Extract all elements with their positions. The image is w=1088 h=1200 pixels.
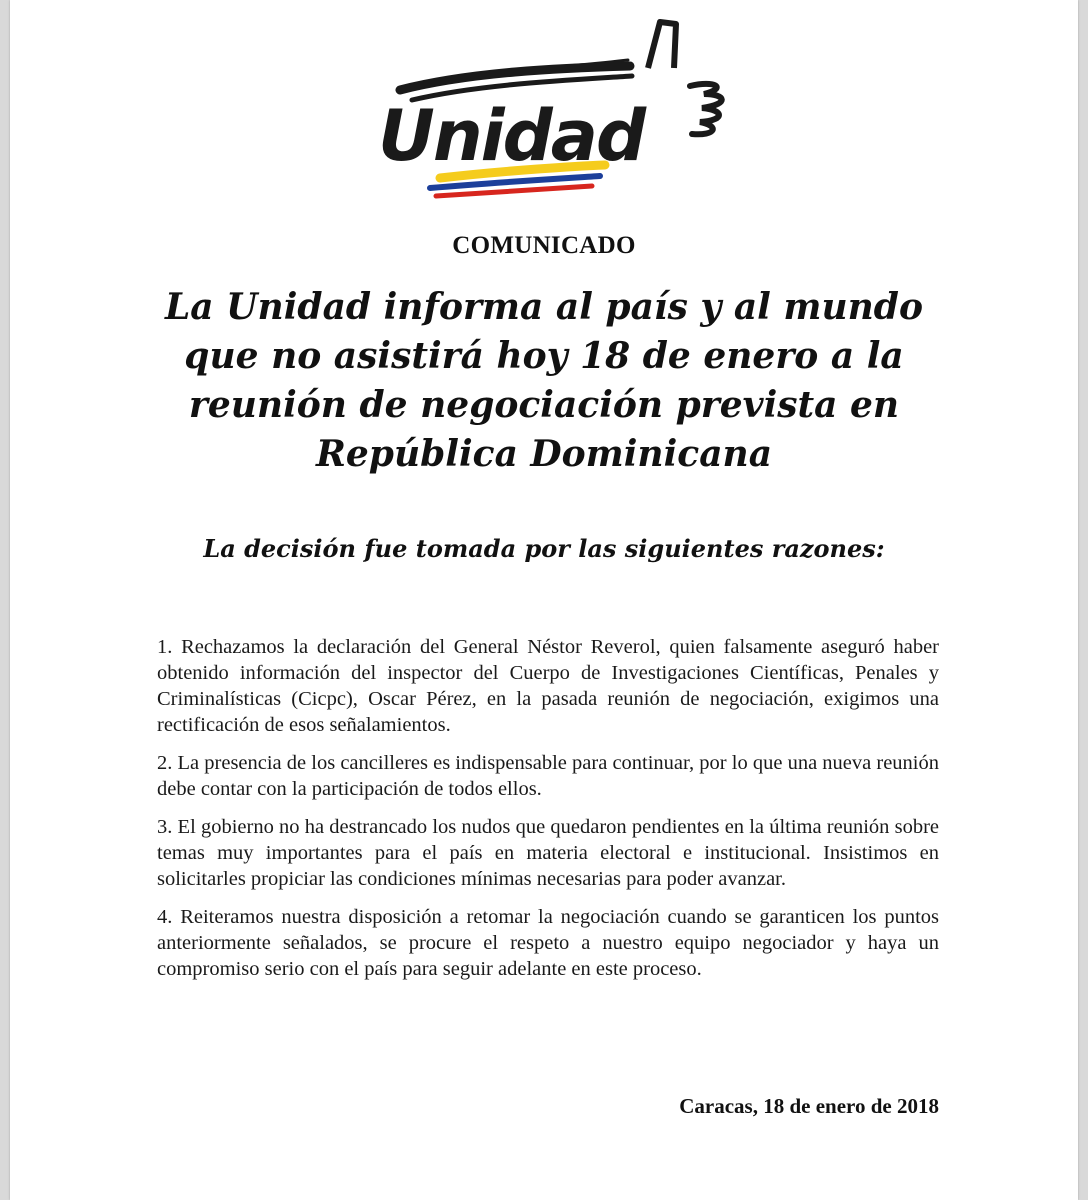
- reasons-list: [157, 634, 939, 994]
- document-heading: COMUNICADO: [452, 232, 636, 259]
- reason-paragraph: 4. Reiteramos nuestra disposición a retomar la negociación cuando se garanticen los puntos anteriormente señalados, se procure el respeto a nuestro equipo negociador y haya un compromiso serio con el país para seguir adelante en este proceso.: [157, 906, 939, 980]
- unidad-wordmark: Unidad: [378, 95, 645, 177]
- title-line: La Unidad informa al país y al mundo: [164, 286, 923, 328]
- reason-paragraph: 3. El gobierno no ha destrancado los nudos que quedaron pendientes en la última reunión sobre temas muy importantes para el país en materia electoral e institucional. Insistimos en solicitarles propiciar las condiciones mínimas necesarias para poder avanzar.: [157, 816, 939, 890]
- title-line: que no asistirá hoy 18 de enero a la: [184, 335, 904, 377]
- document-subtitle: La decisión fue tomada por las siguientes razones:: [203, 534, 885, 563]
- unidad-logo-graphic: [360, 10, 760, 210]
- title-line: República Dominicana: [315, 433, 773, 475]
- document-title: [110, 283, 978, 479]
- title-line: reunión de negociación prevista en: [188, 384, 900, 426]
- reason-paragraph: 2. La presencia de los cancilleres es indispensable para continuar, por lo que una nueva reunión debe contar con la participación de todos ellos.: [157, 752, 939, 800]
- unidad-logo: [360, 10, 760, 210]
- place-date-signature: Caracas, 18 de enero de 2018: [679, 1094, 939, 1118]
- reason-paragraph: 1. Rechazamos la declaración del General Néstor Reverol, quien falsamente aseguró haber obtenido información del inspector del Cuerpo de Investigaciones Científicas, Penales y Criminalísticas (Cicpc), Oscar Pérez, en la pasada reunión de negociación, exigimos una rectificación de esos señalamientos.: [157, 636, 939, 736]
